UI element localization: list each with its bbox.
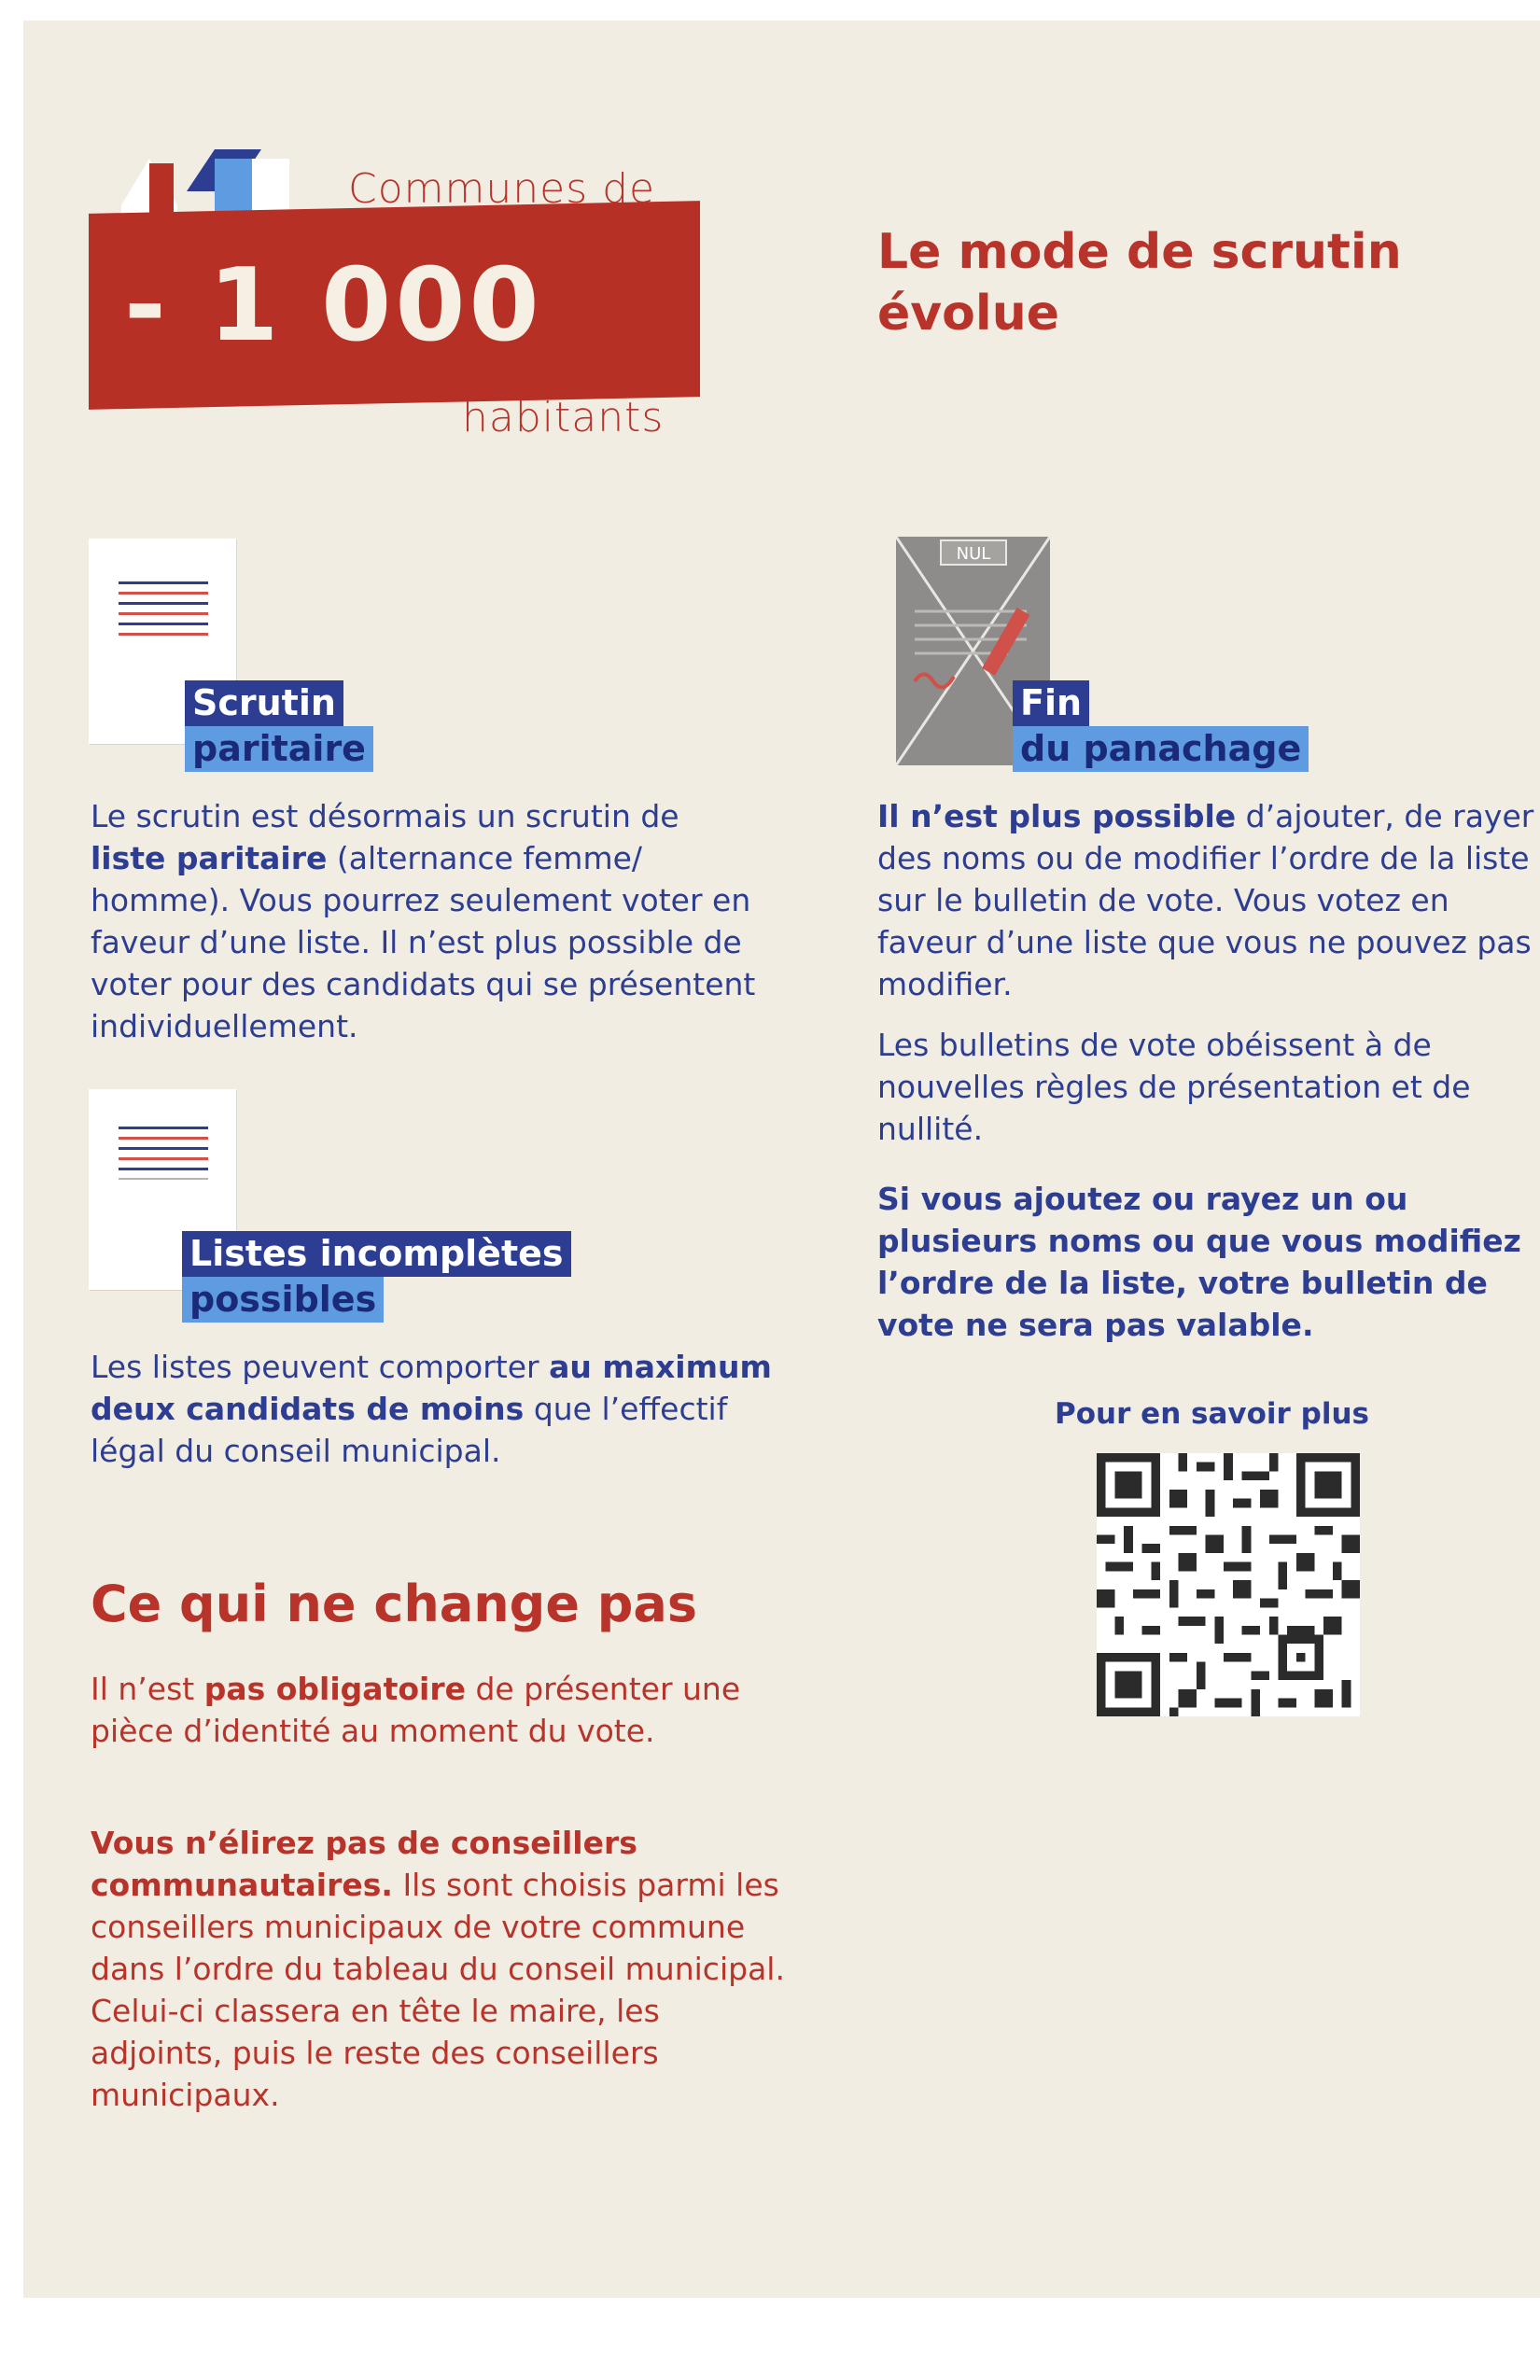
section-title-inchange: Ce qui ne change pas [91,1575,697,1633]
void-label: NUL [956,544,991,564]
qr-code-icon[interactable] [1097,1453,1360,1716]
text-listes-incompletes: Les listes peuvent comporter au maximum deux candidats de moins que l’effectif légal du conseil municipal. [91,1349,772,1469]
header-number: - 1 000 [124,247,543,364]
page-title: Le mode de scrutin évolue [877,224,1402,342]
text-inchange-1: Il n’est pas obligatoire de présenter une pièce d’identité au moment du vote. [91,1671,741,1749]
label-scrutin-paritaire: Scrutin paritaire [185,680,373,772]
text-inchange-2: Vous n’élirez pas de conseillers communautaires. Ils sont choisis parmi les conseillers municipaux de votre commune dans l’ordre du tableau du conseil municipal. Celui-ci classera en tête le maire, les adjoints, puis le reste des conseillers municipaux. [91,1825,785,2113]
header-top-line: Communes de [348,165,656,213]
qr-title: Pour en savoir plus [1055,1397,1369,1431]
label-listes-incompletes: Listes incomplètes possibles [182,1231,571,1323]
label-fin-panachage: Fin du panachage [1013,680,1309,772]
header-bottom-line: habitants [462,394,665,441]
flyer-page [23,21,1540,2298]
text-panachage-2: Les bulletins de vote obéissent à de nouvelles règles de présentation et de nullité. [877,1027,1471,1147]
text-panachage-3: Si vous ajoutez ou rayez un ou plusieurs noms ou que vous modifiez l’ordre de la liste, votre bulletin de vote ne sera pas valable. [877,1181,1521,1343]
text-panachage-1: Il n’est plus possible d’ajouter, de rayer des noms ou de modifier l’ordre de la liste sur le bulletin de vote. Vous votez en faveur d’une liste que vous ne pouvez pas modifier. [877,798,1534,1002]
text-scrutin-paritaire: Le scrutin est désormais un scrutin de liste paritaire (alternance femme/ homme). Vous pourrez seulement voter en faveur d’une liste. Il n’est plus possible de voter pour des candidats qui se présentent individuellement. [91,798,756,1044]
